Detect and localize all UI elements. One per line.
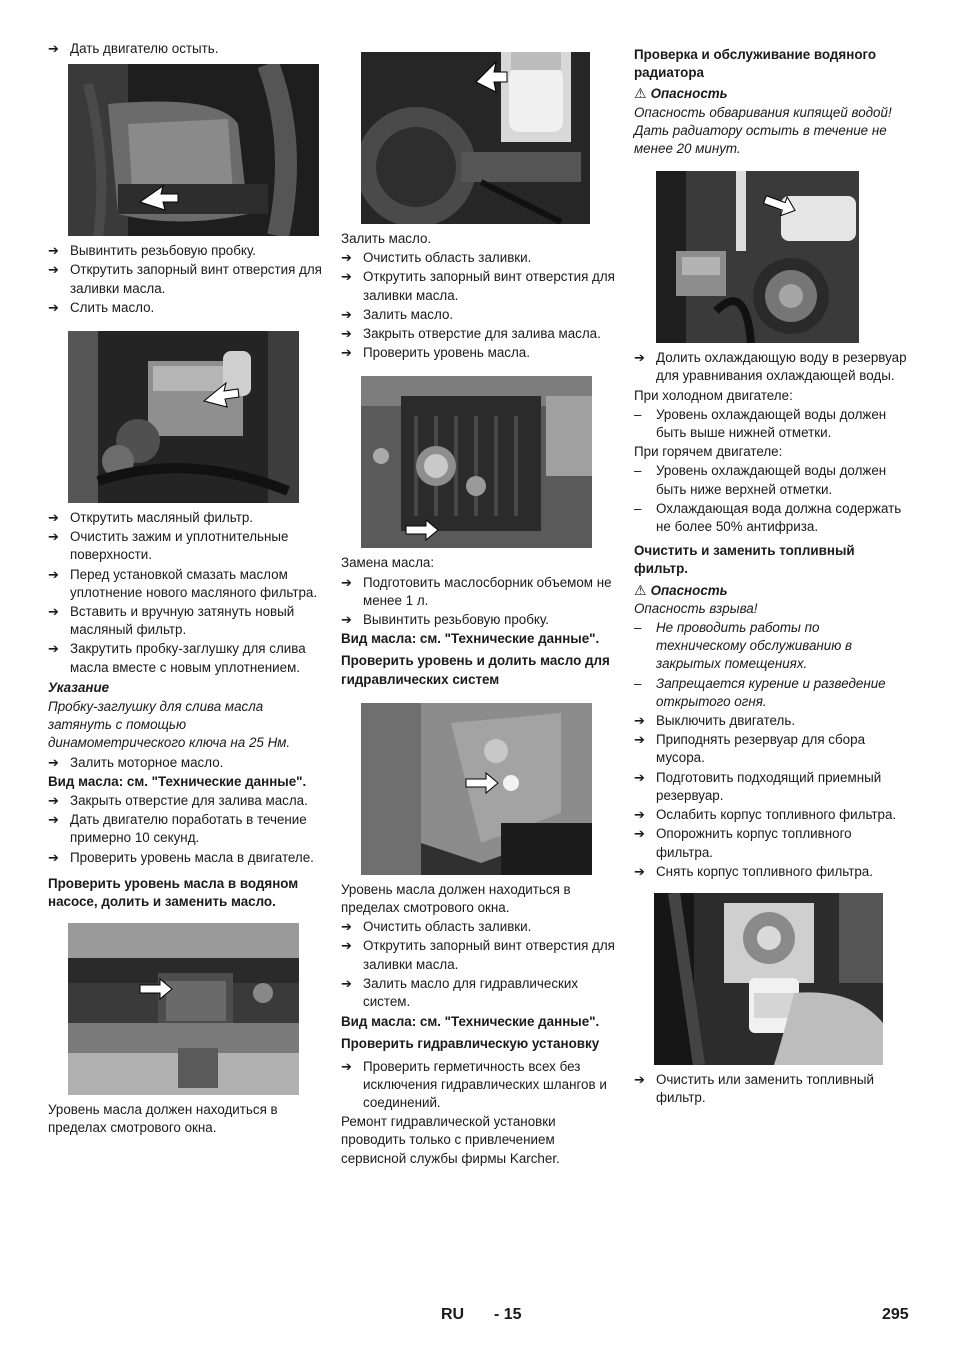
- step-item: ➔ Открутить запорный винт отверстия для заливки масла.: [341, 269, 615, 303]
- paragraph: Замена масла:: [341, 555, 435, 571]
- arrow-icon: ➔: [341, 345, 352, 361]
- warning-label: ⚠ Опасность: [634, 85, 728, 102]
- arrow-icon: ➔: [48, 566, 59, 582]
- arrow-icon: ➔: [48, 812, 59, 828]
- photo-oil-fill-pump: [361, 52, 590, 224]
- arrow-icon: ➔: [341, 612, 352, 628]
- dash-item: – Не проводить работы по техническому обслуживанию в закрытых помещениях.: [634, 620, 852, 672]
- step-item: ➔ Слить масло.: [48, 299, 323, 317]
- arrow-icon: ➔: [634, 863, 645, 879]
- arrow-icon: ➔: [341, 269, 352, 285]
- arrow-icon: ➔: [48, 41, 59, 56]
- step-item: ➔ Очистить или заменить топливный фильтр.: [634, 1071, 875, 1106]
- warning-icon: ⚠: [634, 581, 647, 598]
- arrow-icon: ➔: [48, 299, 59, 315]
- step-item: ➔ Вывинтить резьбовую пробку.: [341, 611, 616, 629]
- step-item: ➔ Открутить запорный винт отверстия для заливки масла.: [48, 262, 322, 296]
- arrow-icon: ➔: [341, 975, 352, 991]
- footer-language: RU: [441, 1306, 465, 1323]
- arrow-icon: ➔: [634, 769, 645, 785]
- paragraph: Ремонт гидравлической установки проводить только с привлечением сервисной службы фирмы Karcher.: [341, 1114, 560, 1166]
- step-item: ➔ Открутить запорный винт отверстия для заливки масла.: [341, 938, 615, 972]
- arrow-icon: ➔: [634, 1071, 645, 1087]
- warning-icon: ⚠: [634, 85, 647, 102]
- section-heading: Проверить уровень и долить масло для гидравлических систем: [341, 653, 610, 687]
- step-item: ➔ Ослабить корпус топливного фильтра.: [634, 806, 909, 824]
- arrow-icon: ➔: [634, 826, 645, 842]
- arrow-icon: ➔: [634, 350, 645, 366]
- arrow-icon: ➔: [48, 510, 59, 526]
- photo-pump-sight-glass: [361, 376, 592, 548]
- column-2: [341, 40, 616, 1169]
- arrow-icon: ➔: [48, 849, 59, 865]
- dash-item: – Охлаждающая вода должна содержать не более 50% антифриза.: [634, 500, 902, 535]
- note-title: Указание: [48, 679, 110, 695]
- arrow-icon: ➔: [341, 306, 352, 322]
- step-item: ➔ Очистить область заливки.: [341, 249, 616, 267]
- arrow-icon: ➔: [48, 641, 59, 657]
- step-item: ➔ Очистить область заливки.: [341, 918, 616, 936]
- arrow-icon: ➔: [341, 326, 352, 342]
- step-item: ➔ Залить масло для гидравлических систем.: [341, 975, 579, 1010]
- paragraph: При горячем двигателе:: [634, 444, 783, 460]
- arrow-icon: ➔: [48, 754, 59, 770]
- dash-item: – Запрещается курение и разведение открытого огня.: [634, 675, 886, 709]
- photo-radiator-tank: [656, 171, 859, 343]
- dash-item: – Уровень охлаждающей воды должен быть ниже верхней отметки.: [634, 463, 887, 497]
- step-item: ➔ Закрыть отверстие для залива масла.: [341, 325, 616, 343]
- column-1: [48, 40, 323, 1139]
- note-text: Пробку-заглушку для слива масла затянуть с помощью динамометрического ключа на 25 Нм.: [48, 699, 291, 751]
- arrow-icon: ➔: [48, 529, 59, 545]
- arrow-icon: ➔: [48, 262, 59, 278]
- photo-water-pump: [68, 923, 299, 1095]
- step-item: ➔ Закрутить пробку-заглушку для слива масла вместе с новым уплотнением.: [48, 641, 306, 675]
- section-heading: Проверить гидравлическую установку: [341, 1036, 600, 1052]
- step-item: ➔ Вывинтить резьбовую пробку.: [48, 242, 323, 260]
- step-item: ➔ Долить охлаждающую воду в резервуар для уравнивания охлаждающей воды.: [634, 350, 907, 384]
- dash-item: – Уровень охлаждающей воды должен быть выше нижней отметки.: [634, 406, 887, 441]
- warning-text: Опасность взрыва!: [634, 600, 758, 616]
- arrow-icon: ➔: [48, 604, 59, 620]
- section-heading: Очистить и заменить топливный фильтр.: [634, 543, 855, 577]
- warning-label: ⚠ Опасность: [634, 581, 728, 598]
- step-item: ➔ Подготовить маслосборник объемом не менее 1 л.: [341, 574, 612, 608]
- step-item: ➔ Опорожнить корпус топливного фильтра.: [634, 826, 852, 860]
- paragraph: Уровень масла должен находиться в пределах смотрового окна.: [48, 1102, 278, 1136]
- step-item: ➔ Очистить зажим и уплотнительные поверхности.: [48, 529, 289, 563]
- step-item: ➔ Подготовить подходящий приемный резервуар.: [634, 769, 882, 803]
- column-3: [634, 40, 909, 1108]
- step-item: ➔ Залить моторное масло.: [48, 754, 323, 772]
- arrow-icon: ➔: [48, 243, 59, 259]
- arrow-icon: ➔: [341, 938, 352, 954]
- footer-page-number: 295: [882, 1306, 909, 1323]
- oil-type-ref: Вид масла: см. "Технические данные".: [48, 773, 307, 789]
- photo-engine-oil-drain: [68, 64, 319, 236]
- photo-fuel-filter: [654, 893, 883, 1065]
- step-item: ➔ Дать двигателю поработать в течение примерно 10 секунд.: [48, 812, 307, 846]
- paragraph: Уровень масла должен находиться в пределах смотрового окна.: [341, 881, 571, 916]
- step-item: ➔ Открутить масляный фильтр.: [48, 509, 323, 527]
- photo-hydraulic-tank: [361, 703, 592, 875]
- arrow-icon: ➔: [341, 574, 352, 590]
- arrow-icon: ➔: [48, 793, 59, 809]
- step-item: ➔ Снять корпус топливного фильтра.: [634, 863, 909, 881]
- step-item: ➔ Приподнять резервуар для сбора мусора.: [634, 732, 866, 766]
- step-item: ➔ Залить масло.: [341, 306, 616, 324]
- arrow-icon: ➔: [341, 250, 352, 266]
- step-item: ➔ Вставить и вручную затянуть новый масляный фильтр.: [48, 604, 295, 638]
- step-item: ➔ Дать двигателю остыть.: [48, 40, 323, 58]
- paragraph: При холодном двигателе:: [634, 387, 793, 403]
- section-heading: Проверка и обслуживание водяного радиатора: [634, 47, 877, 81]
- section-heading: Проверить уровень масла в водяном насосе, долить и заменить масло.: [48, 875, 299, 910]
- step-item: ➔ Выключить двигатель.: [634, 712, 909, 730]
- arrow-icon: ➔: [634, 732, 645, 748]
- step-item: ➔ Перед установкой смазать маслом уплотнение нового масляного фильтра.: [48, 566, 318, 600]
- step-item: ➔ Проверить уровень масла в двигателе.: [48, 849, 323, 867]
- warning-text: Опасность обваривания кипящей водой! Дать радиатору остыть в течение не менее 20 минут.: [634, 104, 892, 157]
- paragraph: Залить масло.: [341, 231, 432, 246]
- arrow-icon: ➔: [634, 713, 645, 729]
- photo-oil-filter: [68, 331, 299, 503]
- oil-type-ref: Вид масла: см. "Технические данные".: [341, 631, 600, 647]
- footer-section-page: - 15: [494, 1306, 522, 1323]
- step-item: ➔ Проверить герметичность всех без исключения гидравлических шлангов и соединений.: [341, 1058, 607, 1111]
- step-item: ➔ Проверить уровень масла.: [341, 344, 616, 362]
- arrow-icon: ➔: [634, 807, 645, 823]
- oil-type-ref: Вид масла: см. "Технические данные".: [341, 1014, 600, 1030]
- step-item: ➔ Закрыть отверстие для залива масла.: [48, 792, 323, 810]
- arrow-icon: ➔: [341, 1058, 352, 1074]
- arrow-icon: ➔: [341, 919, 352, 935]
